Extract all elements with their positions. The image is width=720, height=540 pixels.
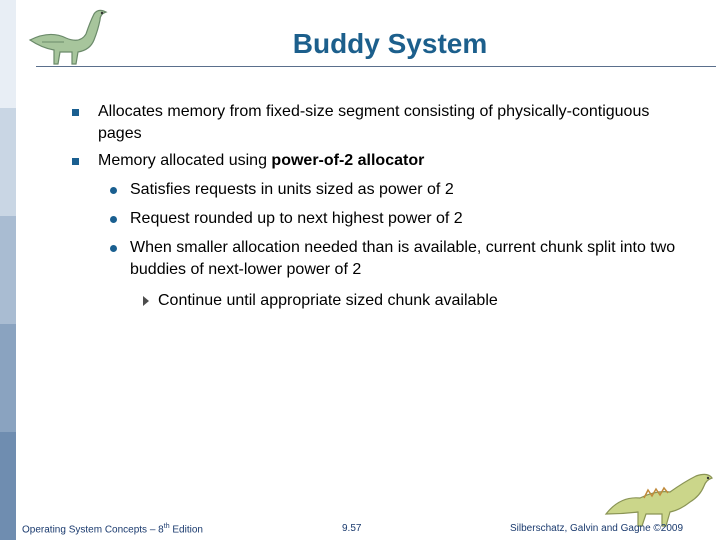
left-decorative-band bbox=[0, 0, 16, 540]
title-divider bbox=[36, 66, 716, 67]
dinosaur-icon bbox=[600, 462, 718, 532]
bullet-text bbox=[98, 150, 658, 172]
sub-bullet-marker bbox=[110, 187, 117, 194]
bullet-text: Allocates memory from fixed-size segment consisting of physically-contiguous pages bbox=[98, 103, 650, 142]
footer-left bbox=[22, 523, 203, 535]
sub-sub-bullet-text: Continue until appropriate sized chunk available bbox=[158, 292, 498, 309]
bullet-marker bbox=[72, 158, 79, 165]
sub-bullet-text: Satisfies requests in units sized as power of 2 bbox=[130, 181, 454, 198]
sub-sub-bullet-marker bbox=[143, 296, 149, 306]
page-title: Buddy System bbox=[292, 28, 488, 59]
footer-right: Silberschatz, Galvin and Gagne ©2009 bbox=[510, 523, 684, 534]
footer-left-sup: th bbox=[163, 523, 170, 530]
sub-bullet-marker bbox=[110, 216, 117, 223]
footer-left-prefix: Operating System Concepts – 8 bbox=[22, 524, 164, 536]
bullet-text-plain: Memory allocated using bbox=[98, 152, 272, 169]
band-segment bbox=[0, 432, 16, 540]
sub-bullet-text: When smaller allocation needed than is available, current chunk split into two buddies of next-lower power of 2 bbox=[130, 239, 676, 278]
footer-left-suffix: Edition bbox=[169, 524, 203, 536]
bullet-marker bbox=[72, 109, 79, 116]
sub-bullet-marker bbox=[110, 245, 117, 252]
band-segment bbox=[0, 324, 16, 432]
footer-page-number: 9.57 bbox=[342, 523, 362, 534]
band-segment bbox=[0, 216, 16, 324]
band-segment bbox=[0, 108, 16, 216]
bullet-text-bold: power-of-2 allocator bbox=[271, 152, 425, 169]
sub-bullet-text: Request rounded up to next highest power of 2 bbox=[130, 210, 463, 227]
